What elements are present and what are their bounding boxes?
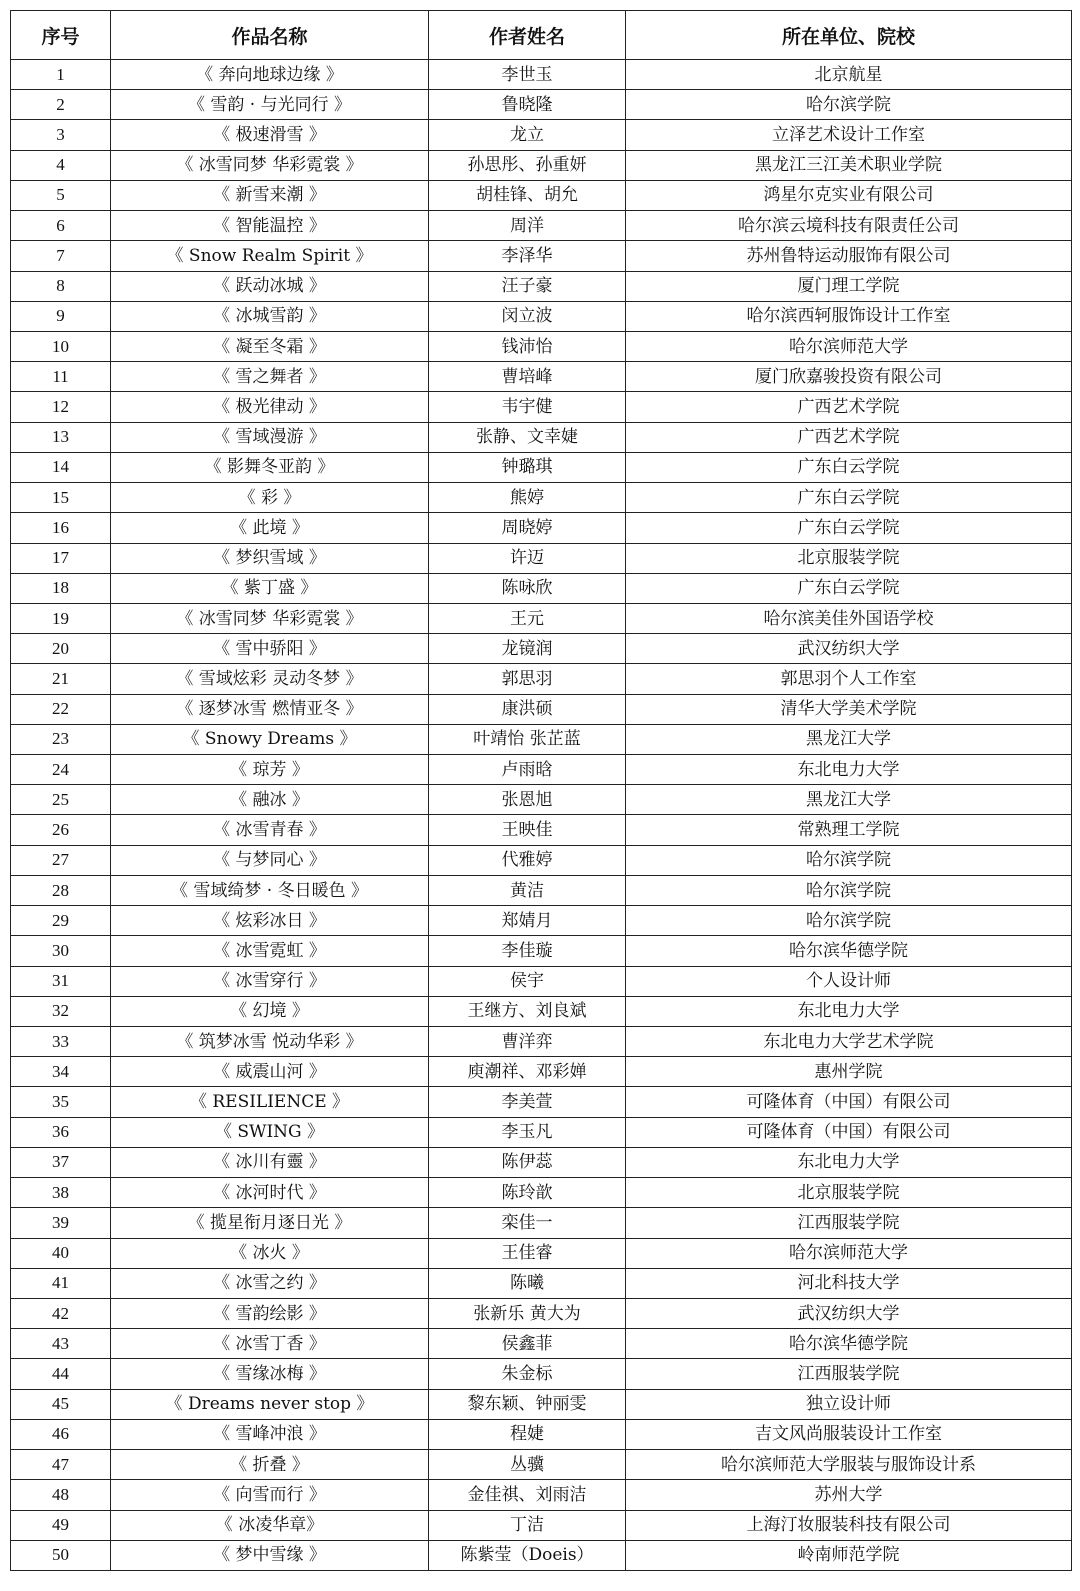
- cell-affiliation: 广东白云学院: [626, 452, 1072, 482]
- cell-affiliation: 哈尔滨华德学院: [626, 1329, 1072, 1359]
- cell-author-name: 栾佳一: [429, 1208, 626, 1238]
- cell-work-title: 《 智能温控 》: [111, 211, 429, 241]
- cell-serial-number: 28: [11, 875, 111, 905]
- table-row: [11, 1329, 1072, 1359]
- table-row: [11, 845, 1072, 875]
- cell-work-title: 《 雪峰冲浪 》: [111, 1419, 429, 1449]
- table-row: [11, 1087, 1072, 1117]
- cell-work-title: 《 冰雪之约 》: [111, 1268, 429, 1298]
- cell-affiliation: 广东白云学院: [626, 483, 1072, 513]
- cell-author-name: 张静、文幸婕: [429, 422, 626, 452]
- table-row: [11, 1419, 1072, 1449]
- cell-author-name: 钟璐琪: [429, 452, 626, 482]
- cell-work-title: 《 威震山河 》: [111, 1057, 429, 1087]
- header-author-name: 作者姓名: [429, 11, 626, 60]
- cell-work-title: 《 琼芳 》: [111, 755, 429, 785]
- cell-author-name: 熊婷: [429, 483, 626, 513]
- cell-author-name: 朱金标: [429, 1359, 626, 1389]
- cell-work-title: 《 雪中骄阳 》: [111, 634, 429, 664]
- cell-affiliation: 哈尔滨学院: [626, 90, 1072, 120]
- cell-serial-number: 35: [11, 1087, 111, 1117]
- cell-affiliation: 苏州鲁特运动服饰有限公司: [626, 241, 1072, 271]
- table-row: [11, 543, 1072, 573]
- cell-serial-number: 13: [11, 422, 111, 452]
- cell-work-title: 《 SWING 》: [111, 1117, 429, 1147]
- cell-affiliation: 独立设计师: [626, 1389, 1072, 1419]
- cell-serial-number: 47: [11, 1450, 111, 1480]
- table-row: [11, 513, 1072, 543]
- cell-author-name: 王继方、刘良斌: [429, 996, 626, 1026]
- table-row: [11, 1147, 1072, 1177]
- table-row: [11, 1178, 1072, 1208]
- table-row: [11, 966, 1072, 996]
- table-row: [11, 634, 1072, 664]
- cell-serial-number: 42: [11, 1298, 111, 1328]
- cell-affiliation: 可隆体育（中国）有限公司: [626, 1087, 1072, 1117]
- cell-affiliation: 东北电力大学: [626, 1147, 1072, 1177]
- cell-author-name: 李美萱: [429, 1087, 626, 1117]
- cell-author-name: 张新乐 黄大为: [429, 1298, 626, 1328]
- cell-serial-number: 23: [11, 724, 111, 754]
- cell-work-title: 《 冰雪同梦 华彩霓裳 》: [111, 150, 429, 180]
- cell-serial-number: 20: [11, 634, 111, 664]
- cell-affiliation: 清华大学美术学院: [626, 694, 1072, 724]
- cell-serial-number: 7: [11, 241, 111, 271]
- cell-work-title: 《 Snow Realm Spirit 》: [111, 241, 429, 271]
- cell-affiliation: 吉文风尚服装设计工作室: [626, 1419, 1072, 1449]
- cell-serial-number: 24: [11, 755, 111, 785]
- cell-work-title: 《 折叠 》: [111, 1450, 429, 1480]
- table-row: [11, 755, 1072, 785]
- award-list-sheet: [10, 10, 1071, 1571]
- cell-affiliation: 广东白云学院: [626, 573, 1072, 603]
- table-row: [11, 936, 1072, 966]
- table-row: [11, 603, 1072, 633]
- cell-affiliation: 个人设计师: [626, 966, 1072, 996]
- table-row: [11, 996, 1072, 1026]
- cell-author-name: 陈曦: [429, 1268, 626, 1298]
- table-row: [11, 452, 1072, 482]
- cell-work-title: 《 跃动冰城 》: [111, 271, 429, 301]
- cell-serial-number: 34: [11, 1057, 111, 1087]
- cell-work-title: 《 雪之舞者 》: [111, 362, 429, 392]
- cell-work-title: 《 幻境 》: [111, 996, 429, 1026]
- cell-serial-number: 2: [11, 90, 111, 120]
- cell-serial-number: 36: [11, 1117, 111, 1147]
- cell-author-name: 陈紫莹（Doeis）: [429, 1540, 626, 1570]
- cell-work-title: 《 凝至冬霜 》: [111, 331, 429, 361]
- cell-work-title: 《 雪域绮梦 · 冬日暖色 》: [111, 875, 429, 905]
- table-row: [11, 241, 1072, 271]
- cell-serial-number: 1: [11, 60, 111, 90]
- cell-serial-number: 29: [11, 906, 111, 936]
- cell-work-title: 《 向雪而行 》: [111, 1480, 429, 1510]
- cell-work-title: 《 雪域漫游 》: [111, 422, 429, 452]
- cell-author-name: 郑婧月: [429, 906, 626, 936]
- table-row: [11, 392, 1072, 422]
- cell-serial-number: 49: [11, 1510, 111, 1540]
- cell-affiliation: 哈尔滨师范大学: [626, 331, 1072, 361]
- cell-author-name: 丛骥: [429, 1450, 626, 1480]
- cell-serial-number: 8: [11, 271, 111, 301]
- cell-author-name: 李佳璇: [429, 936, 626, 966]
- table-row: [11, 120, 1072, 150]
- cell-affiliation: 哈尔滨华德学院: [626, 936, 1072, 966]
- cell-author-name: 黄洁: [429, 875, 626, 905]
- cell-author-name: 卢雨晗: [429, 755, 626, 785]
- cell-serial-number: 44: [11, 1359, 111, 1389]
- cell-author-name: 闵立波: [429, 301, 626, 331]
- table-row: [11, 1450, 1072, 1480]
- table-row: [11, 815, 1072, 845]
- cell-affiliation: 黑龙江大学: [626, 785, 1072, 815]
- cell-work-title: 《 极速滑雪 》: [111, 120, 429, 150]
- cell-author-name: 汪子豪: [429, 271, 626, 301]
- cell-affiliation: 东北电力大学: [626, 996, 1072, 1026]
- cell-serial-number: 4: [11, 150, 111, 180]
- cell-author-name: 康洪硕: [429, 694, 626, 724]
- cell-serial-number: 12: [11, 392, 111, 422]
- cell-work-title: 《 筑梦冰雪 悦动华彩 》: [111, 1027, 429, 1057]
- table-row: [11, 875, 1072, 905]
- table-row: [11, 1117, 1072, 1147]
- cell-work-title: 《 雪域炫彩 灵动冬梦 》: [111, 664, 429, 694]
- cell-author-name: 张恩旭: [429, 785, 626, 815]
- cell-author-name: 陈咏欣: [429, 573, 626, 603]
- cell-author-name: 鲁晓隆: [429, 90, 626, 120]
- table-row: [11, 1027, 1072, 1057]
- table-row: [11, 664, 1072, 694]
- cell-affiliation: 苏州大学: [626, 1480, 1072, 1510]
- cell-author-name: 陈伊蕊: [429, 1147, 626, 1177]
- header-affiliation: 所在单位、院校: [626, 11, 1072, 60]
- cell-work-title: 《 冰雪丁香 》: [111, 1329, 429, 1359]
- cell-serial-number: 21: [11, 664, 111, 694]
- cell-affiliation: 江西服装学院: [626, 1359, 1072, 1389]
- cell-affiliation: 黑龙江三江美术职业学院: [626, 150, 1072, 180]
- table-row: [11, 694, 1072, 724]
- cell-author-name: 程婕: [429, 1419, 626, 1449]
- cell-serial-number: 38: [11, 1178, 111, 1208]
- cell-work-title: 《 融冰 》: [111, 785, 429, 815]
- cell-affiliation: 岭南师范学院: [626, 1540, 1072, 1570]
- table-row: [11, 1208, 1072, 1238]
- cell-work-title: 《 梦中雪缘 》: [111, 1540, 429, 1570]
- cell-affiliation: 东北电力大学: [626, 755, 1072, 785]
- cell-work-title: 《 冰火 》: [111, 1238, 429, 1268]
- table-row: [11, 1057, 1072, 1087]
- award-table: [10, 10, 1072, 1571]
- cell-author-name: 侯宇: [429, 966, 626, 996]
- cell-author-name: 金佳祺、刘雨洁: [429, 1480, 626, 1510]
- cell-affiliation: 广西艺术学院: [626, 422, 1072, 452]
- cell-author-name: 代雅婷: [429, 845, 626, 875]
- cell-work-title: 《 雪缘冰梅 》: [111, 1359, 429, 1389]
- cell-author-name: 钱沛怡: [429, 331, 626, 361]
- table-row: [11, 483, 1072, 513]
- cell-author-name: 王映佳: [429, 815, 626, 845]
- cell-affiliation: 哈尔滨师范大学服装与服饰设计系: [626, 1450, 1072, 1480]
- cell-affiliation: 鸿星尔克实业有限公司: [626, 180, 1072, 210]
- cell-serial-number: 31: [11, 966, 111, 996]
- cell-serial-number: 45: [11, 1389, 111, 1419]
- cell-author-name: 曹洋弈: [429, 1027, 626, 1057]
- cell-author-name: 庾潮祥、邓彩婵: [429, 1057, 626, 1087]
- cell-author-name: 李世玉: [429, 60, 626, 90]
- cell-author-name: 胡桂锋、胡允: [429, 180, 626, 210]
- cell-author-name: 许迈: [429, 543, 626, 573]
- cell-affiliation: 武汉纺织大学: [626, 1298, 1072, 1328]
- table-row: [11, 573, 1072, 603]
- cell-affiliation: 东北电力大学艺术学院: [626, 1027, 1072, 1057]
- cell-author-name: 叶靖怡 张芷蓝: [429, 724, 626, 754]
- cell-author-name: 郭思羽: [429, 664, 626, 694]
- table-row: [11, 301, 1072, 331]
- cell-serial-number: 3: [11, 120, 111, 150]
- cell-author-name: 王元: [429, 603, 626, 633]
- table-row: [11, 90, 1072, 120]
- cell-affiliation: 上海汀妆服装科技有限公司: [626, 1510, 1072, 1540]
- cell-affiliation: 立泽艺术设计工作室: [626, 120, 1072, 150]
- cell-work-title: 《 冰凌华章》: [111, 1510, 429, 1540]
- table-row: [11, 785, 1072, 815]
- table-row: [11, 1480, 1072, 1510]
- cell-serial-number: 43: [11, 1329, 111, 1359]
- cell-serial-number: 30: [11, 936, 111, 966]
- cell-serial-number: 18: [11, 573, 111, 603]
- cell-serial-number: 26: [11, 815, 111, 845]
- cell-work-title: 《 冰雪穿行 》: [111, 966, 429, 996]
- table-row: [11, 1268, 1072, 1298]
- table-body: [11, 60, 1072, 1571]
- cell-author-name: 周晓婷: [429, 513, 626, 543]
- cell-author-name: 王佳睿: [429, 1238, 626, 1268]
- cell-affiliation: 哈尔滨云境科技有限责任公司: [626, 211, 1072, 241]
- cell-affiliation: 哈尔滨西轲服饰设计工作室: [626, 301, 1072, 331]
- table-row: [11, 422, 1072, 452]
- cell-serial-number: 9: [11, 301, 111, 331]
- cell-serial-number: 40: [11, 1238, 111, 1268]
- table-row: [11, 271, 1072, 301]
- cell-serial-number: 25: [11, 785, 111, 815]
- cell-affiliation: 厦门理工学院: [626, 271, 1072, 301]
- table-row: [11, 1359, 1072, 1389]
- cell-serial-number: 50: [11, 1540, 111, 1570]
- cell-affiliation: 河北科技大学: [626, 1268, 1072, 1298]
- cell-work-title: 《 冰川有靈 》: [111, 1147, 429, 1177]
- cell-work-title: 《 奔向地球边缘 》: [111, 60, 429, 90]
- cell-serial-number: 46: [11, 1419, 111, 1449]
- cell-author-name: 李玉凡: [429, 1117, 626, 1147]
- cell-author-name: 孙思彤、孙重妍: [429, 150, 626, 180]
- table-row: [11, 1510, 1072, 1540]
- cell-affiliation: 哈尔滨学院: [626, 906, 1072, 936]
- cell-affiliation: 郭思羽个人工作室: [626, 664, 1072, 694]
- cell-work-title: 《 炫彩冰日 》: [111, 906, 429, 936]
- cell-work-title: 《 冰雪同梦 华彩霓裳 》: [111, 603, 429, 633]
- cell-affiliation: 常熟理工学院: [626, 815, 1072, 845]
- cell-serial-number: 17: [11, 543, 111, 573]
- cell-work-title: 《 紫丁盛 》: [111, 573, 429, 603]
- cell-affiliation: 厦门欣嘉骏投资有限公司: [626, 362, 1072, 392]
- header-serial-number: 序号: [11, 11, 111, 60]
- cell-work-title: 《 冰河时代 》: [111, 1178, 429, 1208]
- table-row: [11, 362, 1072, 392]
- cell-affiliation: 北京服装学院: [626, 1178, 1072, 1208]
- cell-serial-number: 10: [11, 331, 111, 361]
- cell-affiliation: 黑龙江大学: [626, 724, 1072, 754]
- cell-serial-number: 32: [11, 996, 111, 1026]
- cell-author-name: 龙立: [429, 120, 626, 150]
- cell-author-name: 李泽华: [429, 241, 626, 271]
- table-row: [11, 906, 1072, 936]
- cell-affiliation: 惠州学院: [626, 1057, 1072, 1087]
- cell-work-title: 《 揽星衔月逐日光 》: [111, 1208, 429, 1238]
- cell-affiliation: 哈尔滨师范大学: [626, 1238, 1072, 1268]
- cell-work-title: 《 极光律动 》: [111, 392, 429, 422]
- cell-author-name: 曹培峰: [429, 362, 626, 392]
- cell-author-name: 周洋: [429, 211, 626, 241]
- cell-work-title: 《 雪韵绘影 》: [111, 1298, 429, 1328]
- cell-work-title: 《 冰雪青春 》: [111, 815, 429, 845]
- cell-serial-number: 5: [11, 180, 111, 210]
- cell-work-title: 《 新雪来潮 》: [111, 180, 429, 210]
- cell-serial-number: 37: [11, 1147, 111, 1177]
- cell-affiliation: 广东白云学院: [626, 513, 1072, 543]
- cell-author-name: 陈玲歆: [429, 1178, 626, 1208]
- table-row: [11, 60, 1072, 90]
- cell-affiliation: 江西服装学院: [626, 1208, 1072, 1238]
- table-row: [11, 150, 1072, 180]
- cell-work-title: 《 梦织雪域 》: [111, 543, 429, 573]
- header-work-title: 作品名称: [111, 11, 429, 60]
- cell-serial-number: 41: [11, 1268, 111, 1298]
- cell-serial-number: 14: [11, 452, 111, 482]
- table-row: [11, 1238, 1072, 1268]
- cell-affiliation: 哈尔滨美佳外国语学校: [626, 603, 1072, 633]
- cell-work-title: 《 彩 》: [111, 483, 429, 513]
- table-row: [11, 1389, 1072, 1419]
- cell-serial-number: 22: [11, 694, 111, 724]
- cell-serial-number: 27: [11, 845, 111, 875]
- table-row: [11, 180, 1072, 210]
- cell-author-name: 侯鑫菲: [429, 1329, 626, 1359]
- cell-work-title: 《 雪韵 · 与光同行 》: [111, 90, 429, 120]
- cell-author-name: 黎东颖、钟丽雯: [429, 1389, 626, 1419]
- table-row: [11, 724, 1072, 754]
- cell-work-title: 《 影舞冬亚韵 》: [111, 452, 429, 482]
- cell-serial-number: 48: [11, 1480, 111, 1510]
- table-row: [11, 331, 1072, 361]
- cell-work-title: 《 Dreams never stop 》: [111, 1389, 429, 1419]
- cell-affiliation: 北京服装学院: [626, 543, 1072, 573]
- cell-serial-number: 39: [11, 1208, 111, 1238]
- cell-work-title: 《 冰雪霓虹 》: [111, 936, 429, 966]
- cell-serial-number: 33: [11, 1027, 111, 1057]
- cell-author-name: 丁洁: [429, 1510, 626, 1540]
- cell-affiliation: 广西艺术学院: [626, 392, 1072, 422]
- cell-serial-number: 15: [11, 483, 111, 513]
- cell-affiliation: 哈尔滨学院: [626, 845, 1072, 875]
- cell-affiliation: 哈尔滨学院: [626, 875, 1072, 905]
- cell-work-title: 《 Snowy Dreams 》: [111, 724, 429, 754]
- cell-serial-number: 6: [11, 211, 111, 241]
- cell-work-title: 《 冰城雪韵 》: [111, 301, 429, 331]
- cell-affiliation: 北京航星: [626, 60, 1072, 90]
- header-row: [11, 11, 1072, 60]
- cell-author-name: 龙镜润: [429, 634, 626, 664]
- cell-work-title: 《 此境 》: [111, 513, 429, 543]
- cell-work-title: 《 逐梦冰雪 燃情亚冬 》: [111, 694, 429, 724]
- cell-serial-number: 11: [11, 362, 111, 392]
- cell-author-name: 韦宇健: [429, 392, 626, 422]
- table-header: [11, 11, 1072, 60]
- cell-serial-number: 19: [11, 603, 111, 633]
- table-row: [11, 1298, 1072, 1328]
- cell-serial-number: 16: [11, 513, 111, 543]
- cell-affiliation: 武汉纺织大学: [626, 634, 1072, 664]
- table-row: [11, 1540, 1072, 1570]
- table-row: [11, 211, 1072, 241]
- cell-work-title: 《 RESILIENCE 》: [111, 1087, 429, 1117]
- cell-affiliation: 可隆体育（中国）有限公司: [626, 1117, 1072, 1147]
- cell-work-title: 《 与梦同心 》: [111, 845, 429, 875]
